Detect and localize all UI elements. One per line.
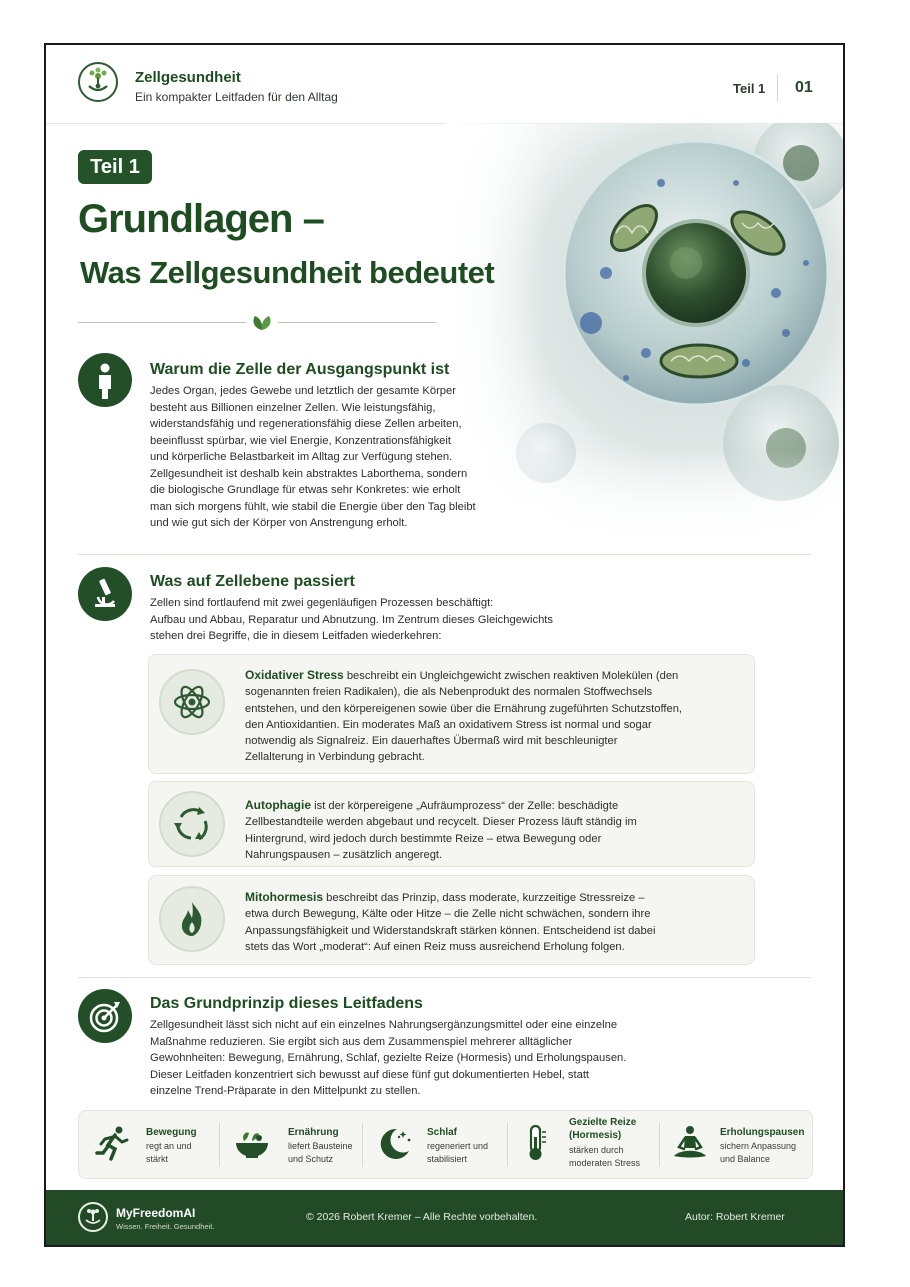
page-number: 01	[795, 79, 813, 96]
text-line: und wie gut sich der Körper von Anstrengung erholt.	[150, 517, 408, 529]
text-line: Gewohnheiten: Bewegung, Ernährung, Schlaf, gezielte Reize (Hormesis) und Erholungspausen.	[150, 1052, 627, 1064]
term-card-oxidativer-stress	[148, 654, 755, 774]
text-line: entstehen, und den körpereigenen sowie über die Ernährung zugeführten Schutzstoffen,	[245, 702, 683, 715]
footer-copyright: © 2026 Robert Kremer – Alle Rechte vorbehalten.	[306, 1211, 538, 1223]
pillar-erholungspausen	[660, 1111, 810, 1178]
text-line: einzelne Trend-Präparate in den Mittelpunkt zu stellen.	[150, 1085, 421, 1097]
brand-title: Zellgesundheit	[135, 69, 241, 86]
text-line: regeneriert und	[427, 1141, 489, 1151]
title-divider-left	[78, 322, 246, 323]
footer-author: Autor: Robert Kremer	[685, 1211, 785, 1223]
term-mitohormesis: Mitohormesis	[245, 890, 324, 904]
text-line: regt an und	[146, 1141, 192, 1151]
text-line: Hintergrund, wird jedoch durch bestimmte Reize – etwa Bewegung oder	[245, 832, 602, 845]
target-icon	[78, 989, 132, 1043]
text-line: besteht aus Billionen einzelner Zellen. Wie leistungsfähig,	[150, 401, 436, 414]
section-divider	[78, 977, 811, 978]
page-footer	[46, 1190, 843, 1245]
text-line: und körperliche Belastbarkeit im Alltag zur Verfügung stehen.	[150, 451, 453, 463]
text-line: Aufbau und Abbau, Reparatur und Abnutzung. Im Zentrum dieses Gleichgewichts	[150, 613, 553, 626]
text-line: Zellbestandteile werden abgebaut und recycelt. Dieser Prozess läuft ständig im	[245, 816, 637, 829]
text-line: Dieser Leitfaden konzentriert sich bewusst auf diese fünf gut dokumentierten Hebel, statt	[150, 1068, 590, 1081]
text-line	[245, 889, 745, 906]
page	[44, 43, 845, 1247]
text-line: und Balance	[720, 1154, 771, 1164]
leaf-icon	[249, 314, 275, 332]
pillar-bewegung	[79, 1111, 219, 1178]
pillar-title: Schlaf	[427, 1127, 458, 1138]
pillar-title: Bewegung	[146, 1127, 197, 1138]
term-card-autophagie	[148, 781, 755, 867]
text-line: Zellalterung in Verbindung gebracht.	[245, 751, 425, 764]
term-text-mitohormesis	[245, 889, 745, 955]
text-line: die biologische Grundlage für etwas sehr Konkretes: wie erholt	[150, 484, 461, 496]
text-span: beschreibt ein Ungleichgewicht zwischen reaktiven Molekülen (den	[343, 670, 679, 682]
pillar-ernaehrung	[220, 1111, 362, 1178]
part-label: Teil 1	[733, 81, 766, 96]
text-line: sichern Anpassung	[720, 1141, 797, 1151]
text-line: Maßnahme reduzieren. Sie ergibt sich aus dem Zusammenspiel mehrerer alltäglicher	[150, 1035, 573, 1048]
text-line: Anpassungsfähigkeit und Widerstandskraft stärken können. Entscheidend ist dabei	[245, 924, 656, 937]
page-header	[46, 45, 843, 124]
text-line: und Schutz	[288, 1154, 334, 1164]
meditation-icon	[670, 1123, 710, 1163]
text-line: Zellen sind fortlaufend mit zwei gegenläufigen Prozessen beschäftigt:	[150, 597, 494, 609]
text-span: ist der körpereigene „Aufräumprozess“ der Zelle: beschädigte	[311, 800, 619, 812]
text-line: beeinflusst spürbar, wie viel Energie, Konzentrationsfähigkeit	[150, 434, 451, 447]
pillar-desc	[427, 1140, 488, 1166]
term-autophagie: Autophagie	[245, 798, 311, 812]
pillar-title: Gezielte Reize (Hormesis)	[569, 1117, 637, 1141]
text-line	[245, 797, 745, 814]
text-line: etwa durch Bewegung, Kälte oder Hitze – die Zelle nicht schwächen, sondern ihre	[245, 908, 651, 921]
text-line: den Antioxidantien. Ein moderates Maß an oxidativem Stress ist normal und sogar	[245, 718, 652, 731]
pillar-strip	[78, 1110, 813, 1179]
term-text-oxidativer-stress	[245, 667, 745, 766]
pillar-schlaf	[363, 1111, 503, 1178]
text-span: beschreibt das Prinzip, dass moderate, kurzzeitige Stressreize –	[323, 892, 645, 904]
part-badge: Teil 1	[78, 150, 152, 184]
text-line: stabilisiert	[427, 1154, 468, 1164]
footer-logo-icon	[78, 1202, 108, 1232]
pillar-gezielte-reize	[508, 1111, 658, 1178]
text-line: moderaten Stress	[569, 1158, 641, 1168]
section-title-grundprinzip: Das Grundprinzip dieses Leitfadens	[150, 995, 423, 1012]
text-line: stärken durch	[569, 1145, 624, 1155]
section-text-grundprinzip	[150, 1017, 710, 1100]
section-divider	[78, 554, 811, 555]
section-title-zelle: Warum die Zelle der Ausgangspunkt ist	[150, 361, 450, 378]
header-divider	[777, 75, 778, 101]
section-text-zellebene	[150, 595, 670, 645]
atom-icon	[159, 669, 225, 735]
text-line: Nahrungspausen – zusätzlich angeregt.	[245, 848, 443, 861]
thermometer-icon	[516, 1123, 556, 1163]
brand-subtitle: Ein kompakter Leitfaden für den Alltag	[135, 90, 338, 104]
pillar-desc	[569, 1144, 640, 1170]
text-line	[245, 667, 745, 684]
term-oxidativer-stress: Oxidativer Stress	[245, 668, 344, 682]
text-line: Jedes Organ, jedes Gewebe und letztlich der gesamte Körper	[150, 385, 456, 397]
text-line: stärkt	[146, 1154, 169, 1164]
runner-icon	[93, 1123, 133, 1163]
text-line: notwendig als Signalreiz. Ein dauerhaftes Übermaß wird mit beschleunigter	[245, 735, 618, 748]
tree-person-logo-icon	[78, 62, 118, 102]
text-line: liefert Bausteine	[288, 1141, 353, 1151]
moon-icon	[375, 1123, 415, 1163]
pillar-title: Ernährung	[288, 1127, 339, 1138]
text-line: sogenannten freien Radikalen), die als Nebenprodukt des normalen Stoffwechsels	[245, 686, 653, 699]
footer-brand: MyFreedomAI	[116, 1206, 196, 1220]
bowl-icon	[232, 1123, 272, 1163]
text-line: stets das Wort „moderat“: Auf einen Reiz muss ausreichend Erholung folgen.	[245, 940, 625, 953]
recycle-arrows-icon	[159, 791, 225, 857]
pillar-desc	[720, 1140, 796, 1166]
microscope-icon	[78, 567, 132, 621]
text-line: Zellgesundheit lässt sich nicht auf ein einzelnes Nahrungsergänzungsmittel oder eine einzelne	[150, 1019, 618, 1031]
text-line: stehen drei Begriffe, die in diesem Leitfaden wiederkehren:	[150, 630, 442, 642]
section-title-zellebene: Was auf Zellebene passiert	[150, 573, 355, 590]
person-icon	[78, 353, 132, 407]
text-line: Zellgesundheit ist deshalb kein abstraktes Laborthema, sondern	[150, 467, 468, 480]
footer-tagline: Wissen. Freiheit. Gesundheit.	[116, 1222, 215, 1231]
pillar-title: Erholungspausen	[720, 1127, 805, 1138]
text-line: widerstandsfähig und regenerationsfähig diese Zellen arbeiten,	[150, 418, 462, 430]
text-line: man sich morgens fühlt, wie stabil die Energie über den Tag bleibt	[150, 500, 476, 513]
pillar-desc	[288, 1140, 353, 1166]
flame-icon	[159, 886, 225, 952]
pillar-desc	[146, 1140, 192, 1166]
page-title: Grundlagen –	[78, 197, 324, 241]
term-card-mitohormesis	[148, 875, 755, 965]
section-text-zelle	[150, 383, 570, 532]
title-divider-right	[278, 322, 436, 323]
term-text-autophagie	[245, 797, 745, 863]
page-subtitle: Was Zellgesundheit bedeutet	[80, 255, 495, 290]
